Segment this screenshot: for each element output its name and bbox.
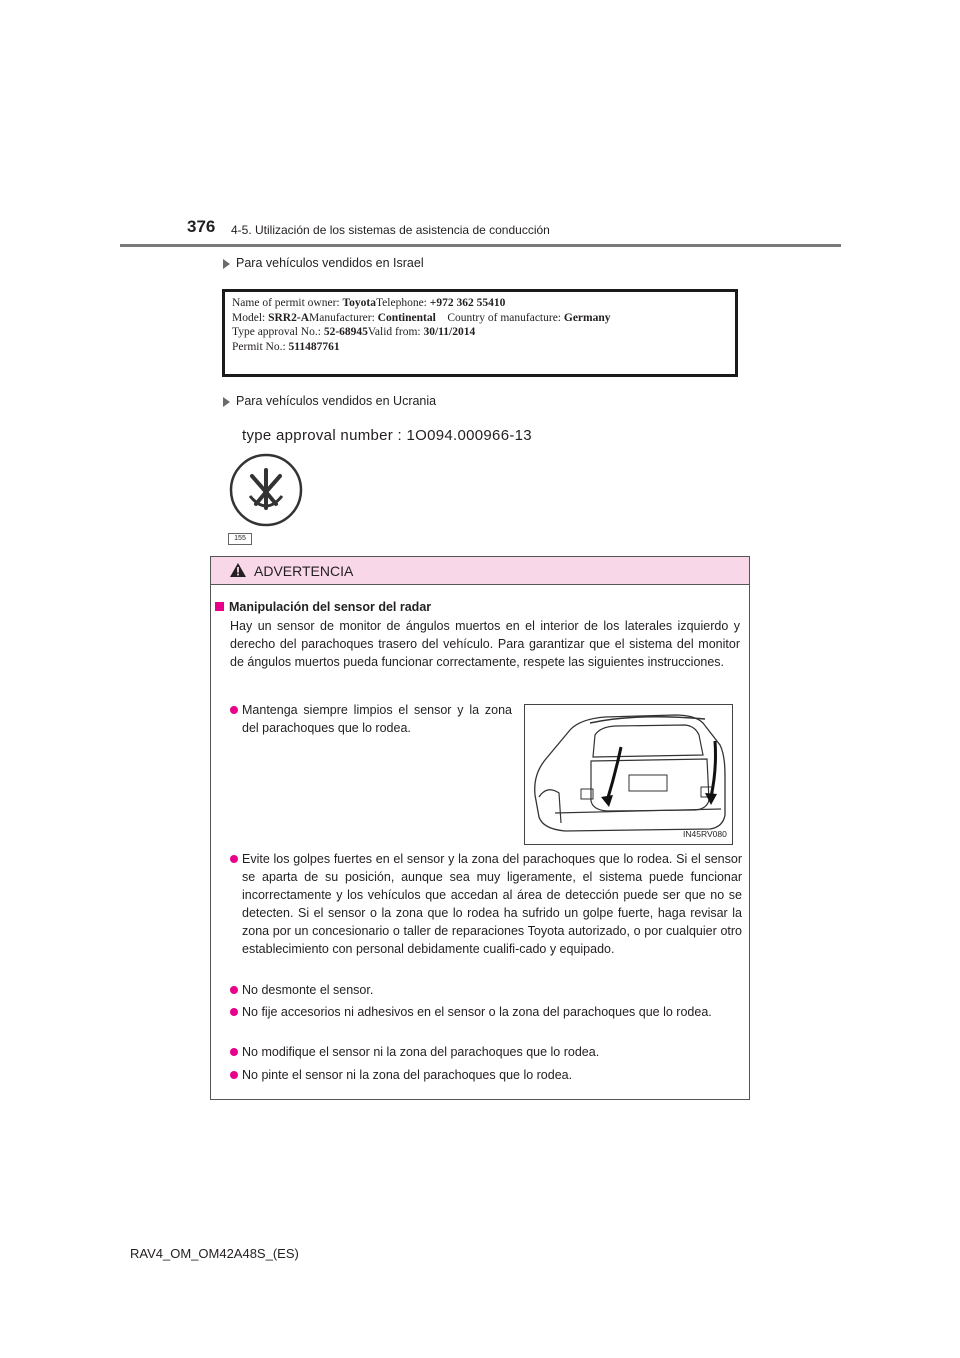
- ukraine-conformity-mark-icon: [228, 452, 304, 528]
- telephone-value: +972 362 55410: [429, 297, 506, 309]
- triangle-bullet-icon: [223, 397, 230, 407]
- manufacturer-value: Continental: [377, 311, 436, 324]
- car-rear-illustration: [524, 704, 733, 845]
- list-item-text: No fije accesorios ni adhesivos en el sensor o la zona del parachoques que lo rodea.: [242, 1005, 712, 1019]
- car-illustration-image: [525, 705, 732, 844]
- manufacturer-label: Manufacturer:: [309, 311, 378, 324]
- list-item-text: No modifique el sensor ni la zona del parachoques que lo rodea.: [242, 1045, 600, 1059]
- type-approval-label: Type approval No.:: [232, 326, 324, 338]
- ukraine-mark-code: 155: [228, 533, 252, 545]
- section-title: 4-5. Utilización de los sistemas de asistencia de conducción: [231, 223, 550, 237]
- israel-heading: [223, 256, 424, 270]
- permit-label: Permit No.:: [232, 340, 289, 353]
- list-item: [230, 701, 512, 737]
- list-item: [230, 981, 742, 999]
- radar-heading-text: Manipulación del sensor del radar: [229, 600, 432, 614]
- model-label: Model:: [232, 311, 269, 324]
- list-item: [230, 1043, 742, 1061]
- type-approval-value: 52-68945: [323, 326, 368, 338]
- israel-permit-text: [232, 296, 611, 354]
- circle-bullet-icon: [230, 1048, 238, 1056]
- circle-bullet-icon: [230, 986, 238, 994]
- circle-bullet-icon: [230, 1008, 238, 1016]
- document-code: RAV4_OM_OM42A48S_(ES): [130, 1246, 299, 1261]
- owner-value: Toyota: [342, 297, 376, 309]
- model-value: SRR2-A: [268, 311, 309, 324]
- israel-heading-text: Para vehículos vendidos en Israel: [236, 256, 424, 270]
- country-label: Country of manufacture:: [447, 311, 564, 324]
- ukraine-heading-text: Para vehículos vendidos en Ucrania: [236, 394, 437, 408]
- ukraine-type-approval: type approval number : 1O094.000966-13: [242, 427, 532, 444]
- ukraine-heading: [223, 394, 436, 408]
- list-item: [230, 1066, 742, 1084]
- list-item-text: No pinte el sensor ni la zona del parachoques que lo rodea.: [242, 1068, 573, 1082]
- circle-bullet-icon: [230, 855, 238, 863]
- owner-label: Name of permit owner:: [232, 297, 343, 309]
- figure-code: IN45RV080: [683, 829, 727, 839]
- list-item-text: No desmonte el sensor.: [242, 983, 374, 997]
- circle-bullet-icon: [230, 706, 238, 714]
- warning-triangle-icon: [229, 562, 247, 578]
- radar-section-heading: [215, 600, 431, 614]
- country-value: Germany: [563, 311, 611, 324]
- circle-bullet-icon: [230, 1071, 238, 1079]
- header-rule: [120, 244, 841, 247]
- radar-intro-paragraph: Hay un sensor de monitor de ángulos muertos en el interior de los laterales izquierdo y derecho del parachoques trasero del vehículo. Para garantizar que el sistema del monitor de ángulos muertos pueda funcionar correctamente, respete las siguientes instrucciones.: [230, 619, 740, 669]
- triangle-bullet-icon: [223, 259, 230, 269]
- permit-value: 511487761: [288, 340, 340, 353]
- warning-title: ADVERTENCIA: [254, 563, 354, 579]
- valid-from-label: Valid from:: [367, 326, 424, 338]
- list-item-text: Evite los golpes fuertes en el sensor y la zona del parachoques que lo rodea. Si el sensor se aparta de su posición, aunque sea muy ligeramente, el sistema puede funcionar incorrectamente y los vehículos que accedan al área de detección puede ser que no se detecten. Si el sensor o la zona que lo rodea ha sufrido un golpe fuerte, haga revisar la zona por un concesionario o taller de reparaciones Toyota autorizado, o por cualquier otro establecimiento con personal debidamente cualifi-cado y equipado.: [242, 852, 742, 956]
- list-item: [230, 1003, 742, 1021]
- valid-from-value: 30/11/2014: [423, 326, 476, 338]
- list-item-text: Mantenga siempre limpios el sensor y la zona del parachoques que lo rodea.: [242, 703, 512, 735]
- page-number: 376: [187, 217, 216, 236]
- telephone-label: Telephone:: [375, 297, 430, 309]
- square-bullet-icon: [215, 602, 224, 611]
- list-item: [230, 850, 742, 958]
